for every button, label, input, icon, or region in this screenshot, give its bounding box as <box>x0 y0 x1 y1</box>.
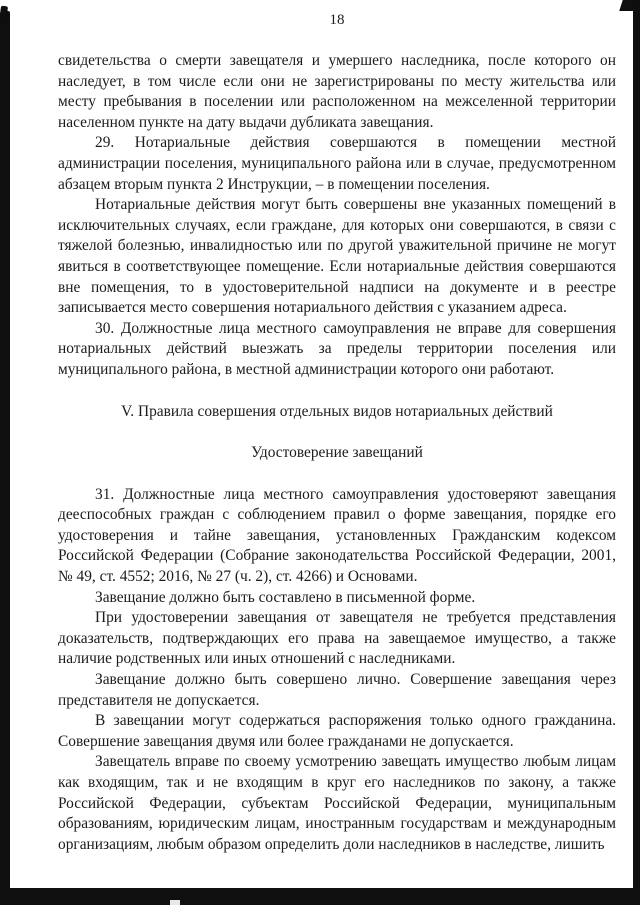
scan-border-bottom <box>0 888 640 905</box>
paragraph-29-continued: Нотариальные действия могут быть совершены вне указанных помещений в исключительных случаях, если граждане, для которых они совершаются, в связи с тяжелой болезнью, инвалидностью или по другой уважительной причине не могут явиться в соответствующее помещение. Если нотариальные действия совершаются вне помещения, то в удостоверительной надписи на документе и в реестре записывается место совершения нотариального действия с указанием адреса. <box>58 196 616 317</box>
subsection-heading: Удостоверение завещаний <box>251 444 423 462</box>
paragraph-29: 29. Нотариальные действия совершаются в помещении местной администрации поселения, муниципального района или в случае, предусмотренном абзацем вторым пункта 2 Инструкции, – в помещении поселения. <box>58 134 616 193</box>
paragraph-30: 30. Должностные лица местного самоуправления не вправе для совершения нотариальных действий выезжать за пределы территории поселения или муниципального района, в местной администрации которого они работают. <box>58 319 616 378</box>
paragraph-testator-rights: Завещатель вправе по своему усмотрению завещать имущество любым лицам как входящим, так и не входящим в круг его наследников по закону, а также Российской Федерации, субъектам Российской Федерации, муниципальным образованиям, юридическим лицам, иностранным государствам и международным организациям, любым образом определить доли наследников в наследстве, лишить <box>58 753 616 853</box>
paragraph-single-citizen: В завещании могут содержаться распоряжения только одного гражданина. Совершение завещания двумя или более гражданами не допускается. <box>58 712 616 750</box>
paragraph-continuation: свидетельства о смерти завещателя и умершего наследника, после которого он наследует, в том числе если они не зарегистрированы по месту жительства или месту пребывания в поселении или расположенном на межселенной территории населенном пункте на дату выдачи дубликата завещания. <box>58 52 616 131</box>
document-body <box>58 12 616 855</box>
section-heading: V. Правила совершения отдельных видов нотариальных действий <box>121 402 553 420</box>
paragraph-personal-execution: Завещание должно быть совершено лично. Совершение завещания через представителя не допускается. <box>58 671 616 709</box>
scan-border-right <box>633 0 640 905</box>
scan-border-left <box>0 11 10 905</box>
paragraph-written-form: Завещание должно быть составлено в письменной форме. <box>95 588 476 606</box>
scan-notch-bottom <box>170 900 180 905</box>
paragraph-no-proof-required: При удостоверении завещания от завещателя не требуется представления доказательств, подтверждающих его права на завещаемое имущество, а также наличие родственных или иных отношений с наследниками. <box>58 609 616 668</box>
page-number: 18 <box>329 12 345 28</box>
paragraph-31: 31. Должностные лица местного самоуправления удостоверяют завещания дееспособных граждан с соблюдением правил о форме завещания, порядке его удостоверения и тайне завещания, установленных Гражданским кодексом Российской Федерации (Собрание законодательства Российской Федерации, 2001, № 49, ст. 4552; 2016, № 27 (ч. 2), ст. 4266) и Основами. <box>58 485 616 586</box>
